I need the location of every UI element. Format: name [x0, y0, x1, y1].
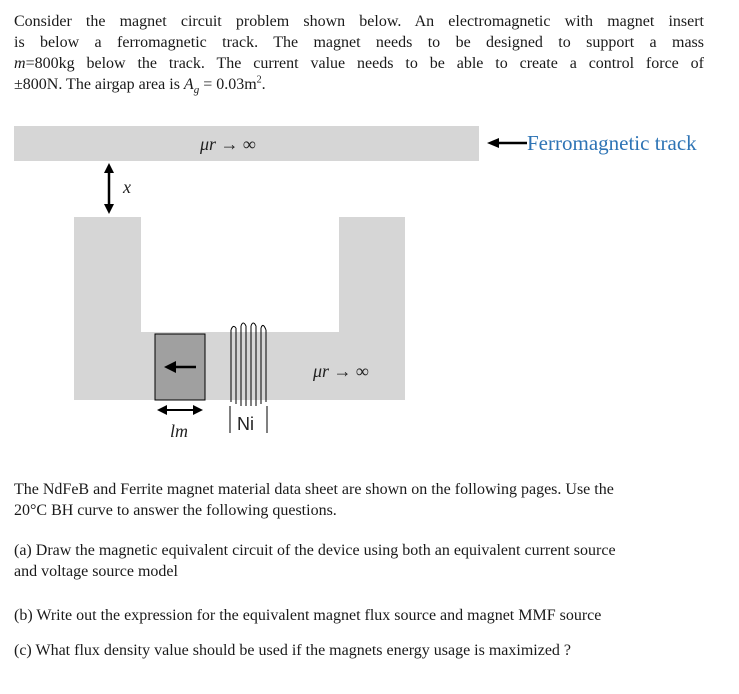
intro-line-3-text: =800kg below the track. The current value needs to be able to create a control force of — [25, 55, 704, 72]
intro-line-4 — [14, 74, 704, 95]
question-c — [14, 640, 704, 661]
middle-line-1: The NdFeB and Ferrite magnet material data sheet are shown on the following pages. Use the — [14, 481, 614, 498]
middle-line-2: 20°C BH curve to answer the following questions. — [14, 502, 337, 519]
question-c-text: (c) What flux density value should be used if the magnets energy usage is maximized ? — [14, 642, 572, 659]
intro-line-4-end: . — [261, 76, 266, 93]
intro-line-1: Consider the magnet circuit problem shown below. An electromagnetic with magnet insert — [14, 13, 704, 30]
intro-line-4-post: = 0.03m — [199, 76, 257, 93]
airgap-label: x — [123, 177, 131, 197]
magnet-length-arrow-left — [157, 405, 167, 415]
area-variable: A — [183, 76, 194, 93]
airgap-arrow-bottom — [104, 204, 114, 214]
track-pointer-arrowhead — [487, 138, 499, 148]
question-b-text: (b) Write out the expression for the equivalent magnet flux source and magnet MMF source — [14, 607, 602, 624]
datasheet-paragraph — [14, 479, 704, 521]
track-permeability-label: μr → ∞ — [200, 134, 256, 154]
problem-statement — [14, 11, 704, 95]
intro-line-3 — [14, 53, 704, 74]
coil-label: Ni — [237, 414, 254, 434]
area-exponent: 2 — [256, 74, 262, 86]
question-a-line-1: (a) Draw the magnetic equivalent circuit of the device using both an equivalent current source — [14, 542, 616, 559]
track-label: Ferromagnetic track — [527, 131, 697, 155]
intro-line-4-pre: ±800N. The airgap area is — [14, 76, 184, 93]
core-permeability-label: μr → ∞ — [313, 361, 369, 381]
magnet-length-label: lm — [170, 421, 188, 441]
area-subscript: g — [193, 84, 200, 97]
question-a-line-2: and voltage source model — [14, 563, 178, 580]
mass-variable: m — [14, 55, 26, 72]
question-b — [14, 605, 704, 626]
magnet-length-arrow-right — [193, 405, 203, 415]
airgap-arrow-top — [104, 163, 114, 173]
magnet-circuit-diagram — [0, 110, 739, 450]
intro-line-2: is below a ferromagnetic track. The magnet needs to be designed to support a mass — [14, 34, 704, 51]
question-a — [14, 540, 704, 582]
